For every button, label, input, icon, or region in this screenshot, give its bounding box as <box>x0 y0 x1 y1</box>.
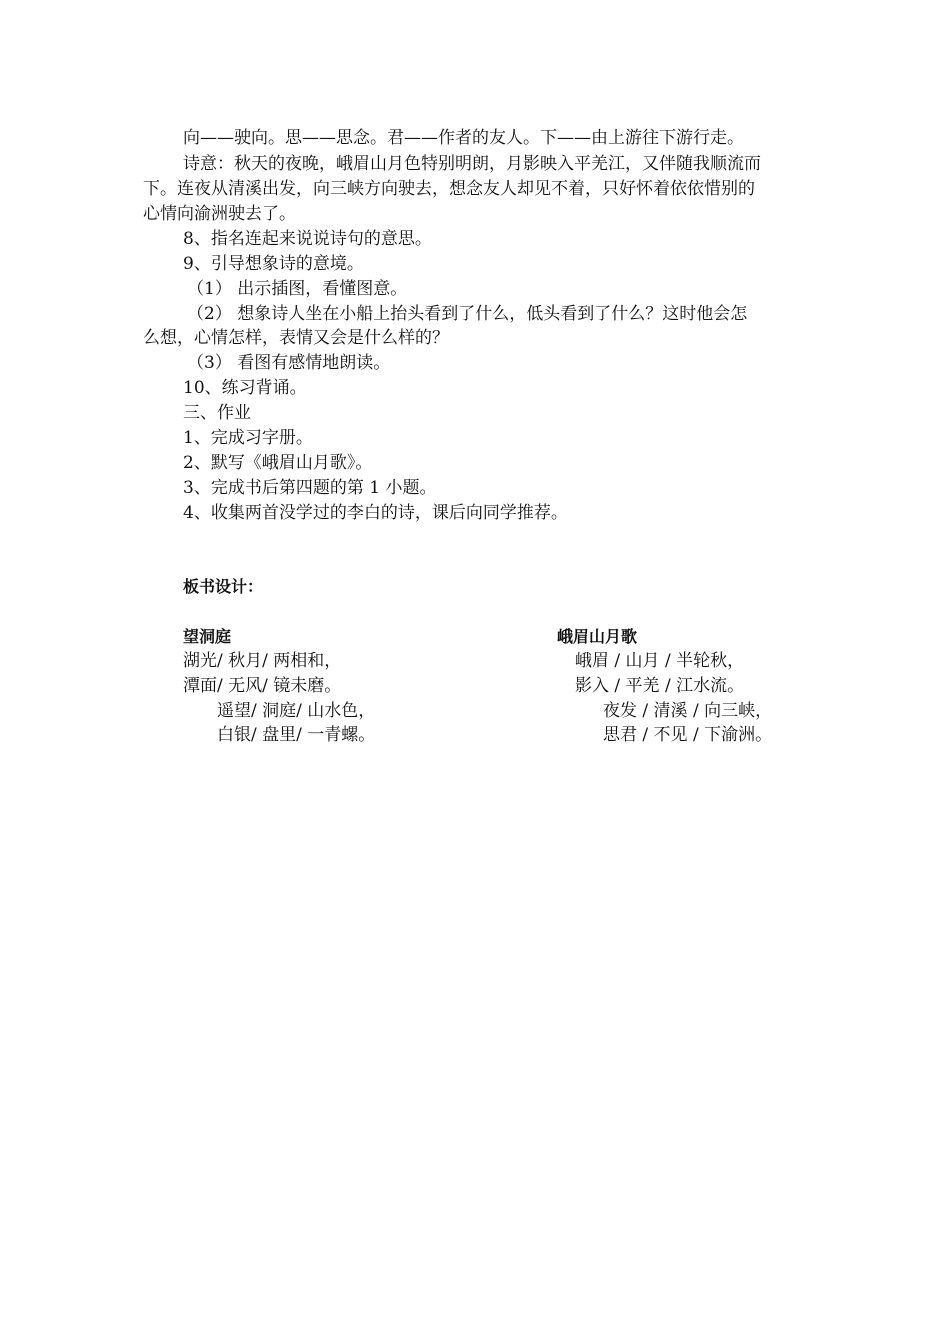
poem-line: 遥望/ 洞庭/ 山水色， <box>217 701 376 721</box>
paragraph-line: 3、完成书后第四题的第 1 小题。 <box>183 478 437 498</box>
poem-line: 思君 / 不见 / 下渝洲。 <box>603 725 773 745</box>
poem-line: 湖光/ 秋月/ 两相和， <box>183 651 342 671</box>
paragraph-line: 9、引导想象诗的意境。 <box>183 254 364 274</box>
poem-line: 夜发 / 清溪 / 向三峡， <box>603 701 773 721</box>
paragraph-line: 么想，心情怎样，表情又会是什么样的？ <box>143 328 449 348</box>
poem-line: 峨眉 / 山月 / 半轮秋， <box>575 651 745 671</box>
paragraph-line: 4、收集两首没学过的李白的诗，课后向同学推荐。 <box>183 503 568 523</box>
paragraph-line: 8、指名连起来说说诗句的意思。 <box>183 229 432 249</box>
paragraph-line: 诗意：秋天的夜晚，峨眉山月色特别明朗，月影映入平羌江，又伴随我顺流而 <box>183 154 761 174</box>
paragraph-line: （3） 看图有感情地朗读。 <box>187 353 391 373</box>
poem-line: 潭面/ 无风/ 镜未磨。 <box>183 676 342 696</box>
paragraph-line: 1、完成习字册。 <box>183 428 313 448</box>
paragraph-line: （1） 出示插图，看懂图意。 <box>187 279 408 299</box>
paragraph-line: 2、默写《峨眉山月歌》。 <box>183 453 373 473</box>
paragraph-line: （2） 想象诗人坐在小船上抬头看到了什么，低头看到了什么？这时他会怎 <box>187 304 748 324</box>
board-heading: 板书设计： <box>183 577 264 596</box>
paragraph-line: 下。连夜从清溪出发，向三峡方向驶去，想念友人却见不着，只好怀着依依惜别的 <box>143 179 755 199</box>
paragraph-line: 10、练习背诵。 <box>183 378 307 398</box>
paragraph-line: 三、作业 <box>183 403 251 423</box>
poem-title: 峨眉山月歌 <box>557 627 638 646</box>
poem-line: 白银/ 盘里/ 一青螺。 <box>217 725 376 745</box>
paragraph-line: 向——驶向。思——思念。君——作者的友人。下——由上游往下游行走。 <box>183 128 744 148</box>
paragraph-line: 心情向渝洲驶去了。 <box>143 204 296 224</box>
poem-title: 望洞庭 <box>183 627 232 646</box>
poem-line: 影入 / 平羌 / 江水流。 <box>575 676 745 696</box>
